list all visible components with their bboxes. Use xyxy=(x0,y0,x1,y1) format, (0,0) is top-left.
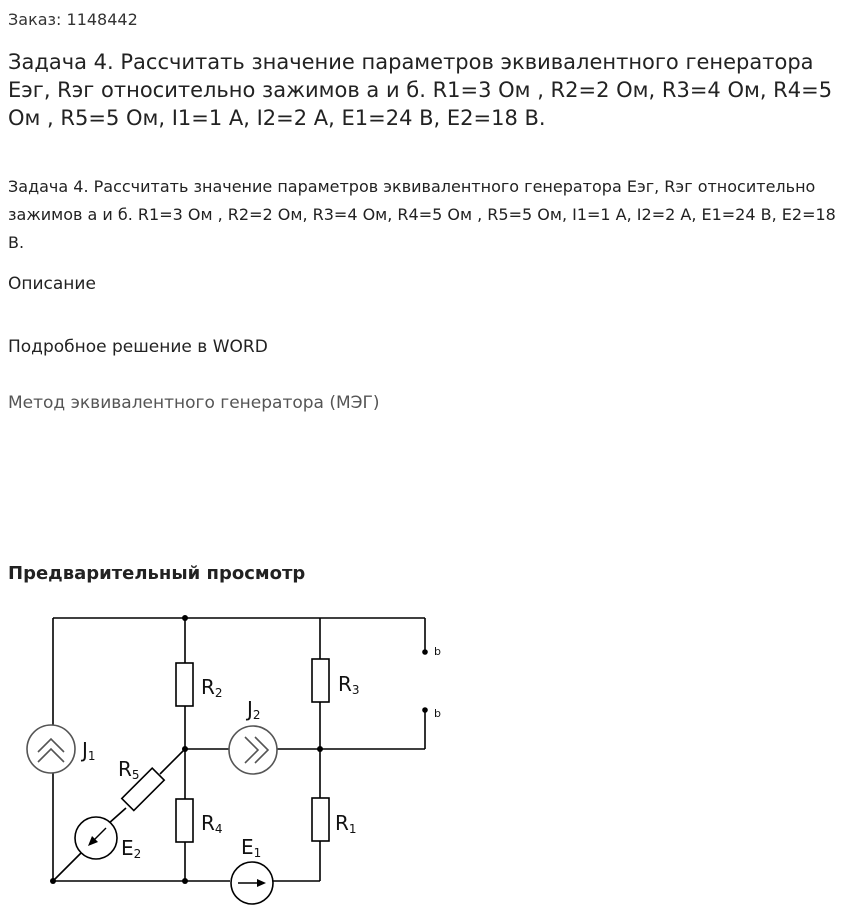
preview-heading: Предварительный просмотр xyxy=(8,563,306,584)
section-label: Описание xyxy=(8,274,96,294)
label-j2: J2 xyxy=(247,697,261,722)
order-number: Заказ: 1148442 xyxy=(8,10,138,29)
method-link[interactable]: Метод эквивалентного генератора (МЭГ) xyxy=(8,393,380,413)
label-r4: R4 xyxy=(201,811,223,836)
label-r2: R2 xyxy=(201,675,223,700)
terminal-top-label: b xyxy=(434,645,441,658)
label-e1: E1 xyxy=(241,835,262,860)
terminal-bottom-dot xyxy=(422,707,428,713)
label-r1: R1 xyxy=(335,811,357,836)
terminal-bottom-label: b xyxy=(434,707,441,720)
task-title: Задача 4. Рассчитать значение параметров эквивалентного генератора Еэг, Rэг относительно зажимов а и б. R1=3 Ом , R2=2 Ом, R3=4 Ом, R4=5 Ом , R5=5 Ом, I1=1 А, I2=2 А, E1=24 В, E2=18 В. xyxy=(8,50,833,130)
task-description: Задача 4. Рассчитать значение параметров эквивалентного генератора Еэг, Rэг относительно зажимов а и б. R1=3 Ом , R2=2 Ом, R3=4 Ом, R4=5 Ом , R5=5 Ом, I1=1 А, I2=2 А, E1=24 В, E2=18 В. xyxy=(8,177,836,252)
label-r3: R3 xyxy=(338,672,360,697)
voltage-source-e2 xyxy=(75,817,117,859)
resistor-r4 xyxy=(176,799,193,842)
terminal-top-dot xyxy=(422,649,428,655)
current-source-j1 xyxy=(27,725,75,773)
label-e2: E2 xyxy=(121,836,142,861)
resistor-r1 xyxy=(312,798,329,841)
resistor-r2 xyxy=(176,663,193,706)
voltage-source-e1 xyxy=(231,862,273,904)
circuit-diagram xyxy=(0,600,470,918)
detail-text: Подробное решение в WORD xyxy=(8,337,268,357)
resistor-r3 xyxy=(312,659,329,702)
current-source-j2 xyxy=(229,726,277,774)
label-r5: R5 xyxy=(118,757,140,782)
label-j1: J1 xyxy=(82,738,96,763)
